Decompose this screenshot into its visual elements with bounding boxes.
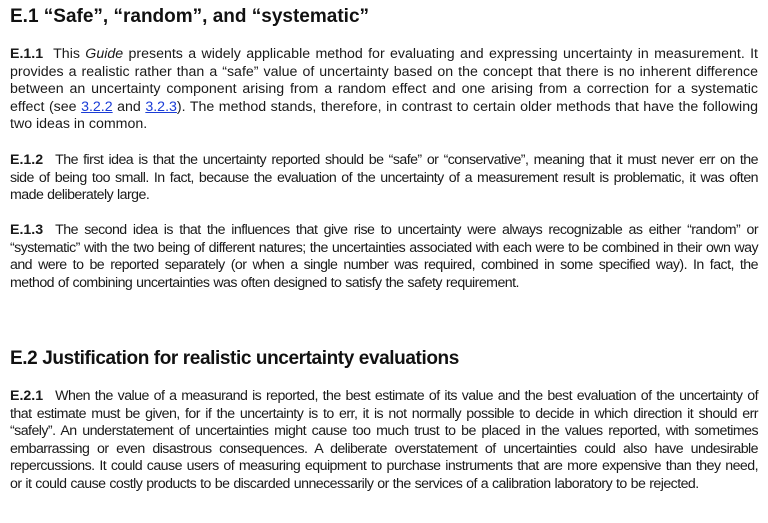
paragraph-text: This	[53, 46, 86, 62]
paragraph-text: presents a widely applicable method for evaluating and expressing uncertainty in measurement. It provides a realistic rather than a “safe” value of uncertainty based on the concept that there is no inherent difference between an uncertainty component arising from a random effect and one arising from a correction for a systematic effect (see	[10, 46, 758, 115]
paragraph-text: and	[112, 98, 146, 115]
paragraph-number: E.1.3	[10, 222, 44, 238]
paragraph-text: The first idea is that the uncertainty reported should be “safe” or “conservative”, meaning that it must never err on the side of being too small. In fact, because the evaluation of the uncertainty of a measurement result is problematic, it was often made deliberately large.	[10, 152, 758, 204]
emphasis-guide: Guide	[85, 46, 124, 62]
link-3-2-3[interactable]: 3.2.3	[145, 98, 177, 115]
paragraph-text: ). The method stands, therefore, in contrast to certain older methods that have the following two ideas in common.	[10, 98, 758, 133]
link-3-2-2[interactable]: 3.2.2	[81, 98, 113, 115]
paragraph-e1-1	[10, 46, 758, 134]
section-heading-e1: E.1 “Safe”, “random”, and “systematic”	[10, 6, 370, 27]
paragraph-number: E.1.2	[10, 152, 44, 168]
paragraph-text: When the value of a measurand is reported, the best estimate of its value and the best evaluation of the uncertainty of that estimate must be given, for if the uncertainty is to err, it is not normally possible to decide in which direction it should err “safely”. An understatement of uncertainties might cause too much trust to be placed in the values reported, with sometimes embarrassing or even disastrous consequences. A deliberate overstatement of uncertainties could also have undesirable repercussions. It could cause users of measuring equipment to purchase instruments that are more expensive than they need, or it could cause costly products to be discarded unnecessarily or the services of a calibration laboratory to be rejected.	[10, 388, 758, 492]
paragraph-text: The second idea is that the influences that give rise to uncertainty were always recognizable as either “random” or “systematic” with the two being of different natures; the uncertainties associated with each were to be combined in their own way and were to be reported separately (or when a single number was required, combined in some specified way). In fact, the method of combining uncertainties was often designed to satisfy the safety requirement.	[10, 222, 758, 291]
paragraph-e1-2	[10, 152, 758, 205]
paragraph-number: E.1.1	[10, 46, 44, 62]
paragraph-number: E.2.1	[10, 388, 44, 404]
section-heading-e2: E.2 Justification for realistic uncertainty evaluations	[10, 348, 459, 369]
paragraph-e2-1	[10, 388, 758, 494]
paragraph-e1-3	[10, 222, 758, 292]
